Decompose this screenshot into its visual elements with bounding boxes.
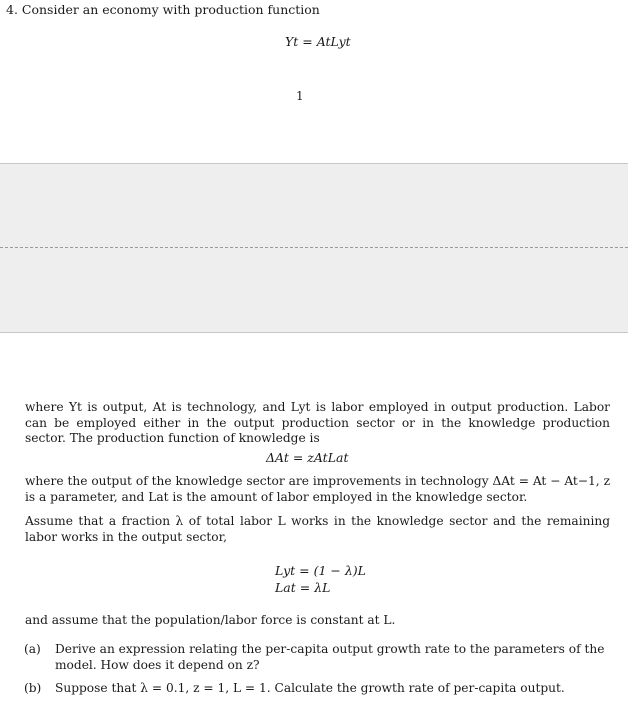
part-a-label: (a) (24, 642, 41, 656)
part-b-label: (b) (24, 681, 42, 695)
labor-output-equation: Lyt = (1 − λ)L (275, 563, 366, 578)
labor-knowledge-equation: Lat = λL (275, 580, 331, 595)
part-a (24, 642, 612, 673)
production-function-equation: Yt = AtLyt (285, 34, 351, 49)
paragraph-labor-fraction: Assume that a fraction λ of total labor L works in the knowledge sector and the remaining labor works in the output sector, (25, 514, 610, 544)
paragraph-population: and assume that the population/labor force is constant at L. (25, 613, 396, 627)
paragraph-knowledge-sector: where the output of the knowledge sector are improvements in technology ΔAt = At − At−1, z is a parameter, and Lat is the amount of labor employed in the knowledge sector. (25, 474, 610, 504)
paragraph-definitions: where Yt is output, At is technology, and Lyt is labor employed in output production. Labor can be employed either in the output production sector or in the knowledge production sector. The production function of knowledge is (25, 400, 610, 445)
part-b (24, 681, 612, 697)
knowledge-production-equation: ΔAt = zAtLat (266, 450, 349, 465)
question-title: 4. Consider an economy with production function (6, 2, 320, 17)
page-break-area (0, 163, 628, 333)
page-number: 1 (296, 89, 304, 103)
part-a-text: Derive an expression relating the per-capita output growth rate to the parameters of the model. How does it depend on z? (55, 642, 605, 672)
part-b-text: Suppose that λ = 0.1, z = 1, L = 1. Calculate the growth rate of per-capita output. (55, 681, 565, 695)
page-break-line (0, 247, 628, 248)
